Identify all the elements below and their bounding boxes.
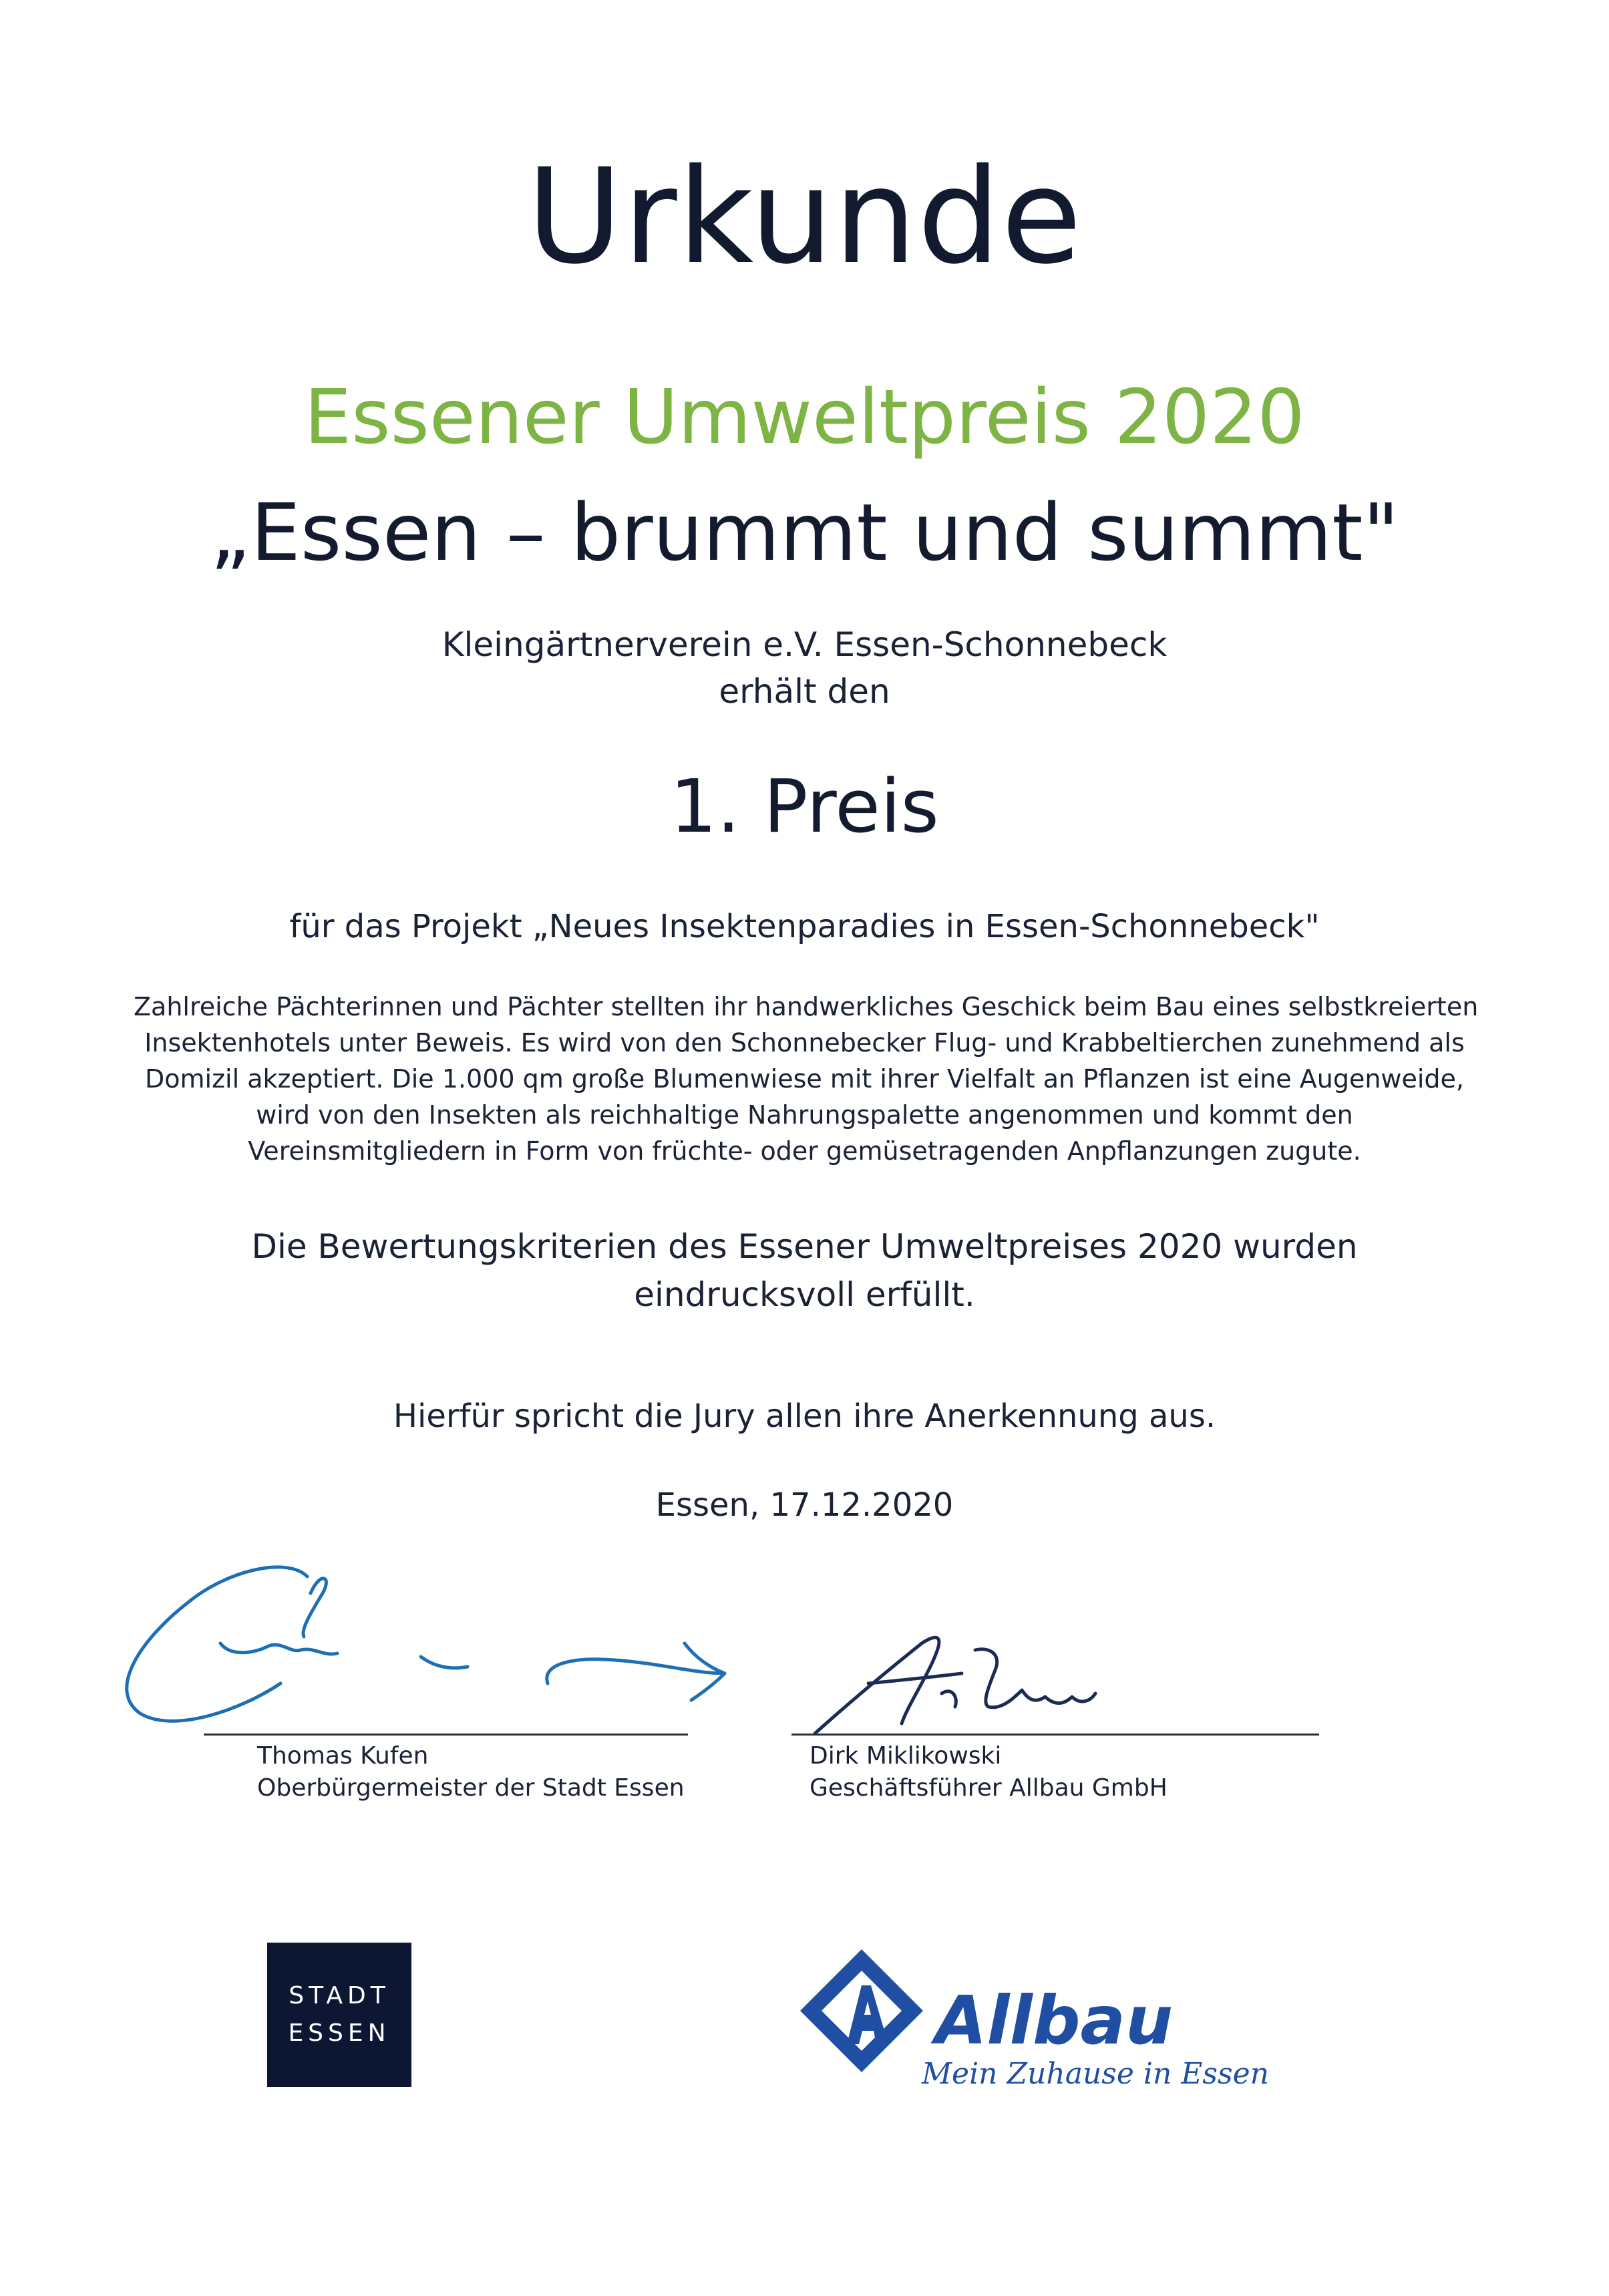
certificate-title: Urkunde: [526, 141, 1083, 293]
signatory-role: Oberbürgermeister der Stadt Essen: [257, 1774, 685, 1802]
project-line: für das Projekt „Neues Insektenparadies in Essen-Schonnebeck": [289, 908, 1320, 945]
allbau-wordmark: Allbau: [935, 1981, 1174, 2060]
description-line: Domizil akzeptiert. Die 1.000 qm große Blumenwiese mit ihrer Vielfalt an Pflanzen ist eine Augenweide,: [145, 1064, 1464, 1094]
jury-statement: Hierfür spricht die Jury allen ihre Anerkennung aus.: [393, 1398, 1216, 1435]
allbau-slogan: Mein Zuhause in Essen: [922, 2057, 1269, 2091]
place-date: Essen, 17.12.2020: [655, 1486, 954, 1524]
allbau-logo: [795, 1944, 1269, 2098]
description-line: Insektenhotels unter Beweis. Es wird von den Schonnebecker Flug- und Krabbeltierchen zunehmend als: [144, 1028, 1465, 1057]
stadt-essen-logo: [267, 1943, 411, 2087]
criteria-line: eindrucksvoll erfüllt.: [634, 1275, 975, 1314]
description-line: Zahlreiche Pächterinnen und Pächter stellten ihr handwerkliches Geschick beim Bau eines selbstkreierten: [134, 992, 1479, 1021]
award-motto: „Essen – brummt und summt": [210, 486, 1399, 579]
description-line: wird von den Insekten als reichhaltige Nahrungspalette angenommen und kommt den: [256, 1100, 1353, 1130]
award-name: Essener Umweltpreis 2020: [304, 374, 1305, 461]
signatory-name: Dirk Miklikowski: [810, 1742, 1002, 1770]
signature-miklikowski: [788, 1623, 1135, 1744]
allbau-diamond-icon: [795, 1944, 928, 2078]
signature-line-kufen: [204, 1734, 688, 1736]
recipient-name: Kleingärtnerverein e.V. Essen-Schonnebeck: [441, 625, 1168, 664]
description-line: Vereinsmitgliedern in Form von früchte- oder gemüsetragenden Anpflanzungen zugute.: [248, 1136, 1361, 1166]
signatory-name: Thomas Kufen: [257, 1742, 429, 1770]
signature-kufen: [80, 1530, 748, 1757]
signature-line-miklikowski: [791, 1734, 1319, 1736]
stadt-logo-line: ESSEN: [288, 2019, 391, 2047]
stadt-logo-line: STADT: [289, 1982, 390, 2009]
receives-text: erhält den: [719, 672, 890, 711]
signatory-role: Geschäftsführer Allbau GmbH: [810, 1774, 1168, 1802]
project-description: [134, 989, 1479, 1169]
criteria-line: Die Bewertungskriterien des Essener Umweltpreises 2020 wurden: [251, 1227, 1358, 1266]
prize-heading: 1. Preis: [670, 764, 939, 849]
